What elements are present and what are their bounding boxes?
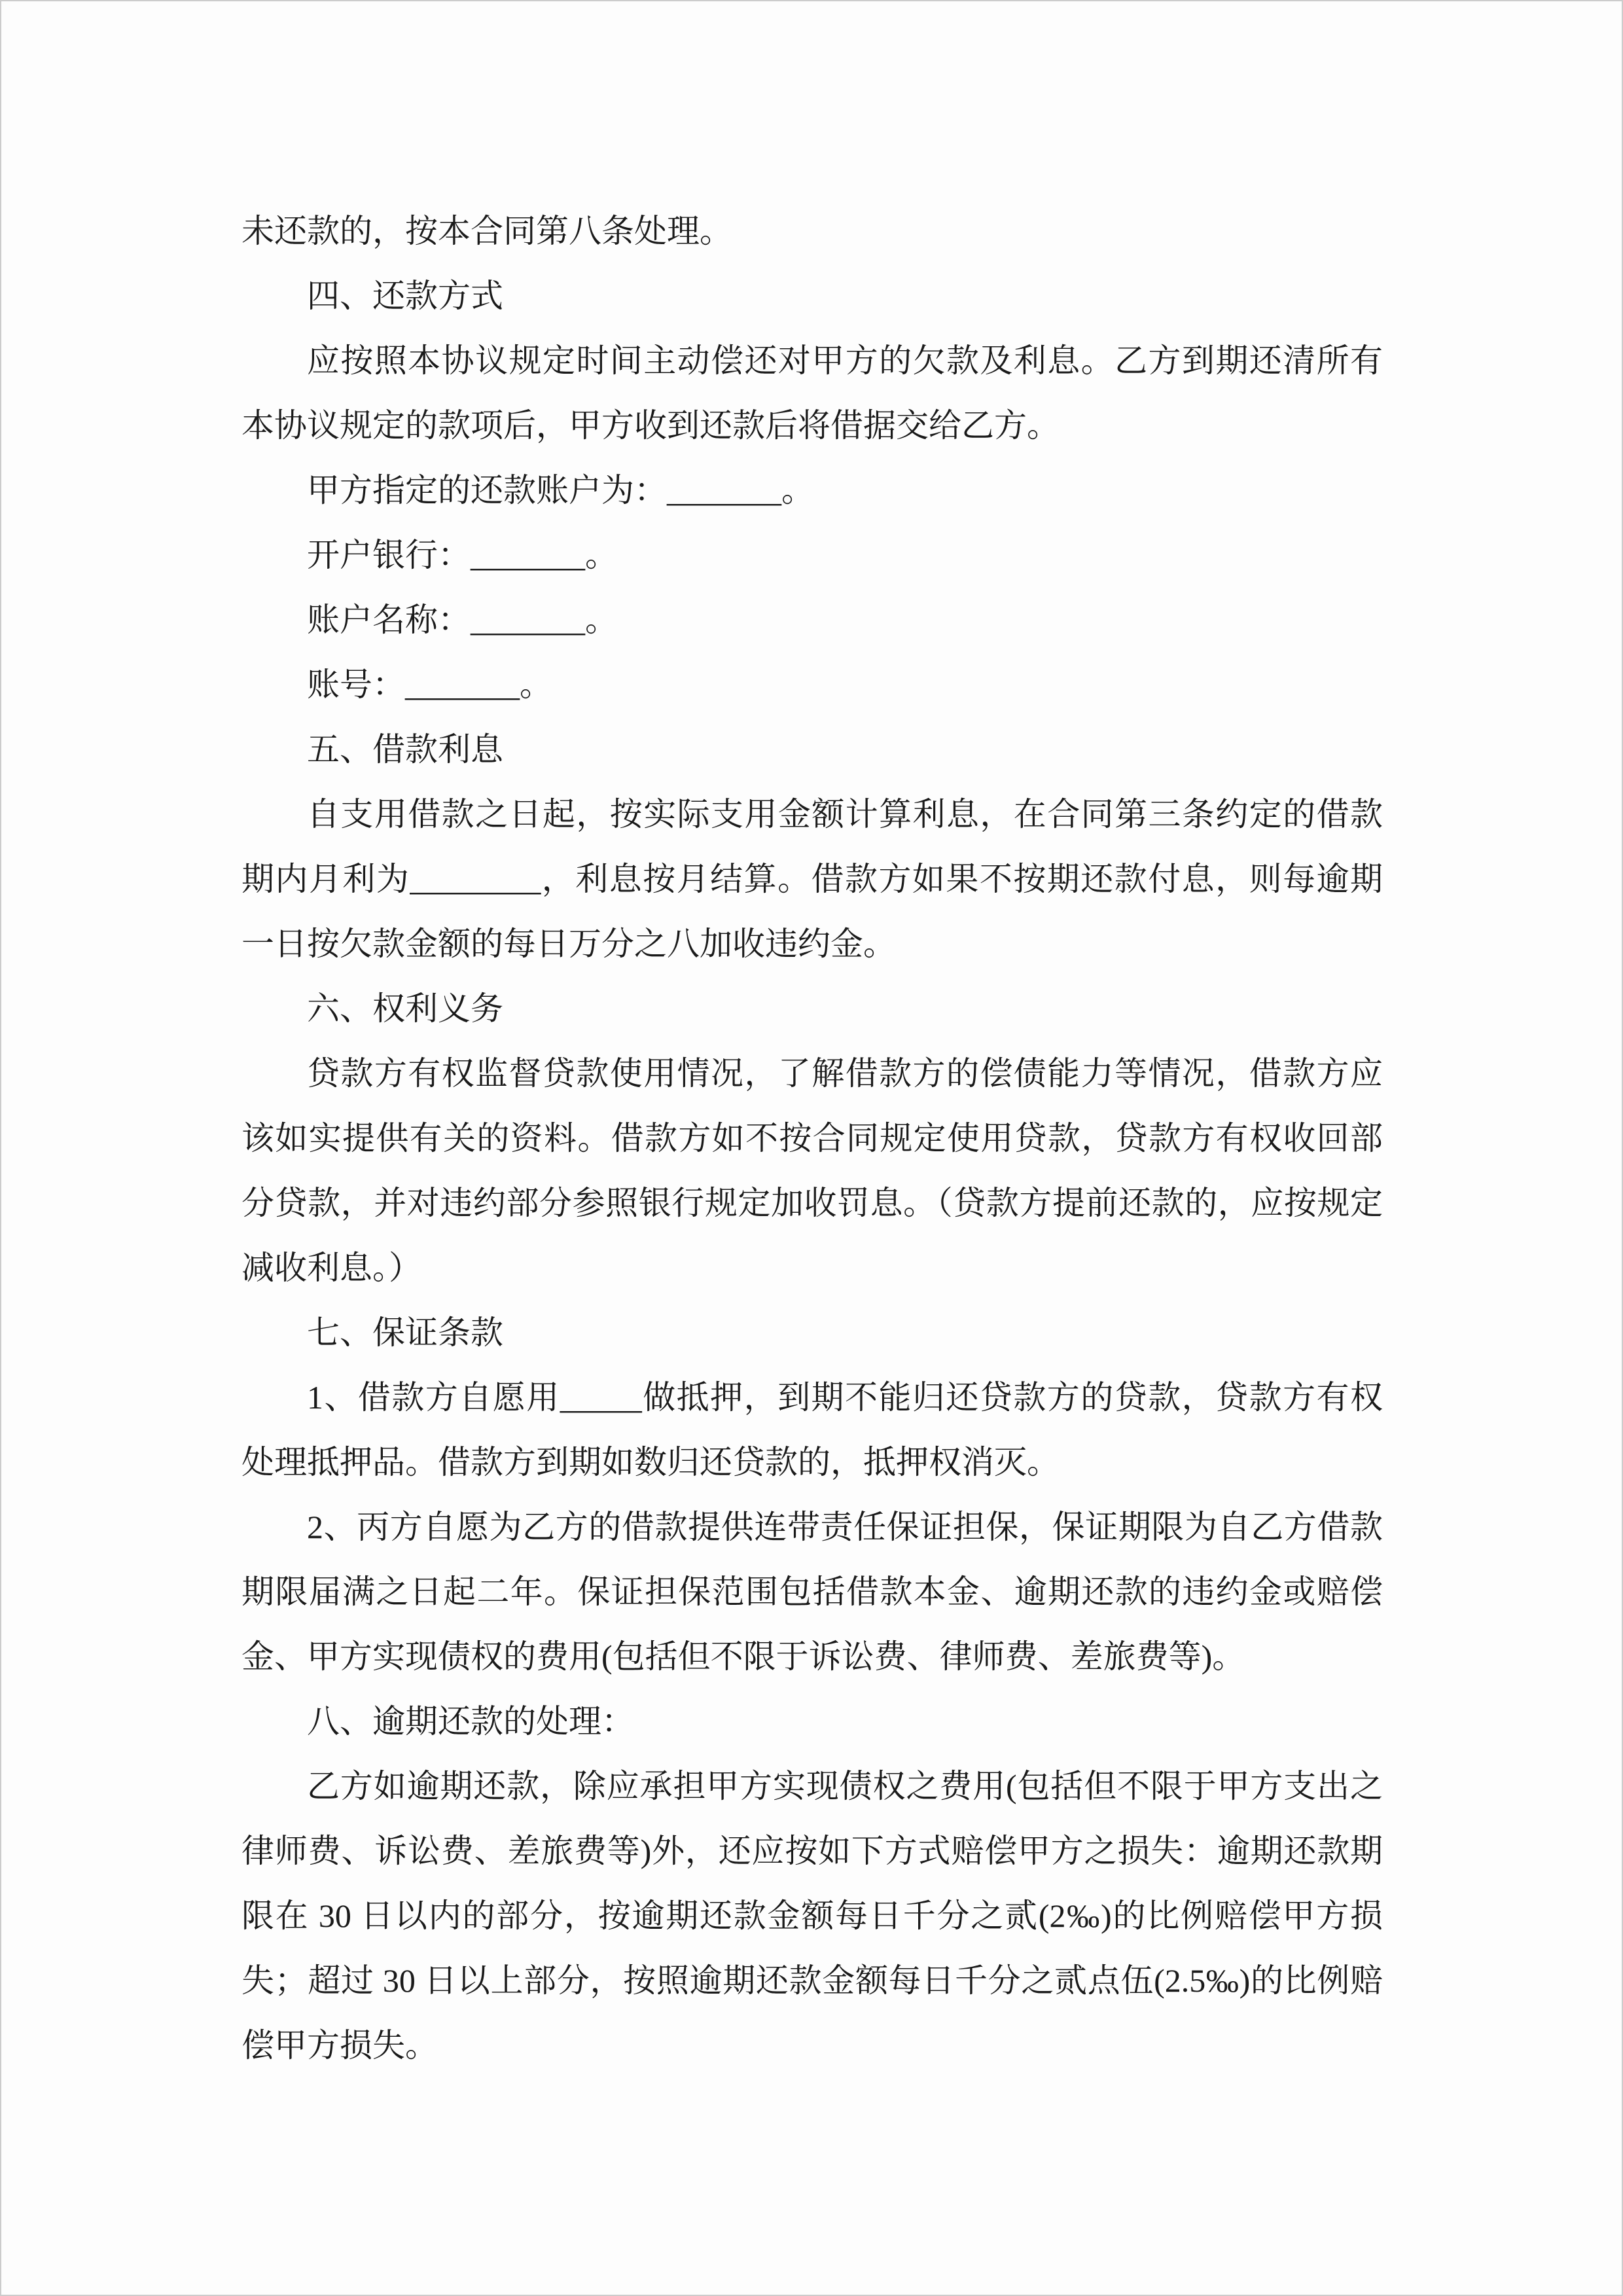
paragraph-rights-obligations: 贷款方有权监督贷款使用情况，了解借款方的偿债能力等情况，借款方应该如实提供有关的资料。借款方如不按合同规定使用贷款，贷款方有权收回部分贷款，并对违约部分参照银行规定加收罚息。（贷款方提前还款的，应按规定减收利息。）	[241, 1055, 1383, 1286]
paragraph-guarantee-item-2: 2、丙方自愿为乙方的借款提供连带责任保证担保，保证期限为自乙方借款期限届满之日起二年。保证担保范围包括借款本金、逾期还款的违约金或赔偿金、甲方实现债权的费用(包括但不限于诉讼费、律师费、差旅费等)。	[241, 1509, 1383, 1675]
line-bank-name-blank: 开户银行：_______。	[307, 537, 618, 573]
heading-section-8-overdue-repayment: 八、逾期还款的处理：	[307, 1703, 634, 1740]
heading-section-7-guarantee-clause: 七、保证条款	[307, 1314, 503, 1351]
line-repayment-account-blank: 甲方指定的还款账户为：_______。	[307, 472, 814, 509]
line-account-number-blank: 账号：_______。	[307, 666, 552, 703]
heading-section-6-rights-obligations: 六、权利义务	[307, 990, 503, 1027]
paragraph-interest-terms: 自支用借款之日起，按实际支用金额计算利息，在合同第三条约定的借款期内月利为________，利息按月结算。借款方如果不按期还款付息，则每逾期一日按欠款金额的每日万分之八加收违约金。	[241, 796, 1383, 962]
paragraph-guarantee-item-1: 1、借款方自愿用_____做抵押，到期不能归还贷款方的贷款，贷款方有权处理抵押品。借款方到期如数归还贷款的，抵押权消灭。	[241, 1379, 1383, 1480]
paragraph-repayment-obligation: 应按照本协议规定时间主动偿还对甲方的欠款及利息。乙方到期还清所有本协议规定的款项后，甲方收到还款后将借据交给乙方。	[241, 342, 1383, 444]
heading-section-5-loan-interest: 五、借款利息	[307, 731, 503, 768]
line-account-name-blank: 账户名称：_______。	[307, 601, 618, 638]
paragraph-overdue-repayment-terms: 乙方如逾期还款，除应承担甲方实现债权之费用(包括但不限于甲方支出之律师费、诉讼费、差旅费等)外，还应按如下方式赔偿甲方之损失：逾期还款期限在 30 日以内的部分，按逾期还款金额每日千分之贰(2‰)的比例赔偿甲方损失；超过 30 日以上部分，按照逾期还款金额每日千分之贰点伍(2.5‰)的比例赔偿甲方损失。	[241, 1768, 1383, 2064]
paragraph-continuation-from-previous-page: 未还款的，按本合同第八条处理。	[241, 213, 732, 249]
contract-text-body	[241, 199, 1383, 2078]
heading-section-4-repayment-method: 四、还款方式	[307, 278, 503, 314]
